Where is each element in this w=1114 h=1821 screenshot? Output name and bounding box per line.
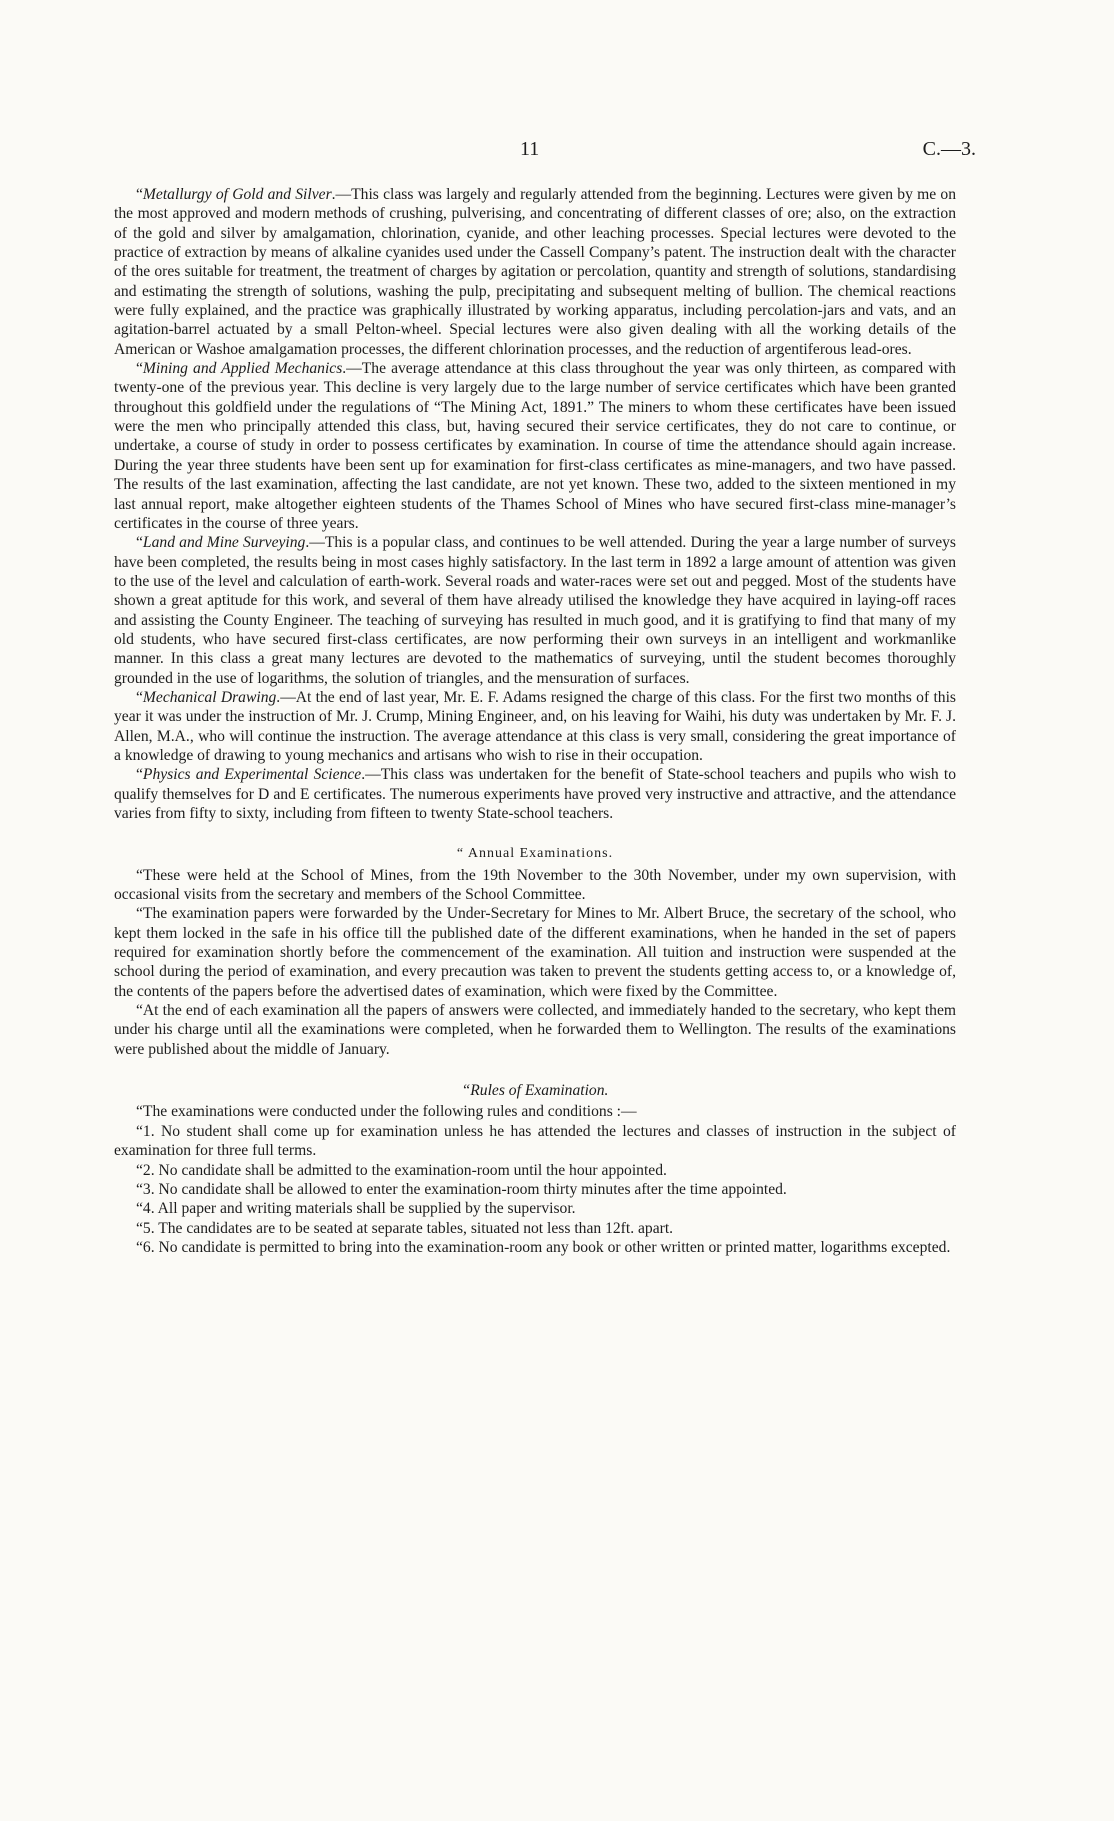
- page-body: [114, 185, 956, 1257]
- paragraph-drawing: [114, 688, 956, 765]
- section-heading-rules: “Rules of Examination.: [461, 1082, 609, 1100]
- paragraph-annual-2: “The examination papers were forwarded by the Under-Secretary for Mines to Mr. Albert Bruce, the secretary of the school, who kept them locked in the safe in his office till the published date of the different examinations, when he handed in the set of papers required for examination shortly before the commencement of the examination. All tuition and instruction were suspended at the school during the period of examination, and every precaution was taken to prevent the students getting access to, or a knowledge of, the contents of the papers before the advertised dates of examination, which were fixed by the Committee.: [114, 905, 956, 1000]
- quote-mark: “: [136, 688, 143, 706]
- paragraph-text: .—At the end of last year, Mr. E. F. Adams resigned the charge of this class. For the first two months of this year it was under the instruction of Mr. J. Crump, Mining Engineer, and, on his leaving for Waihi, his duty was undertaken by Mr. F. J. Allen, M.A., who will continue the instruction. The average attendance at this class is very small, considering the great importance of a knowledge of drawing to young mechanics and artisans who wish to rise in their occupation.: [114, 688, 956, 764]
- paragraph-text: .—The average attendance at this class throughout the year was only thirteen, as compared with twenty-one of the previous year. This decline is very largely due to the large number of service certificates which have been granted throughout this goldfield under the regulations of “The Mining Act, 1891.” The miners to whom these certificates have been issued were the men who principally attended this class, but, having secured their service certificates, they do not care to continue, or undertake, a course of study in order to possess certificates by examination. In course of time the attendance should again increase. During the year three students have been sent up for examination for first-class certificates as mine-managers, and two have passed. The results of the last examination, affecting the last candidate, are not yet known. These two, added to the sixteen mentioned in my last annual report, make altogether eighteen students of the Thames School of Mines who have secured first-class mine-manager’s certificates in the course of three years.: [114, 360, 956, 532]
- paragraph-text: .—This is a popular class, and continues to be well attended. During the year a large number of surveys have been completed, the results being in most cases highly satisfactory. In the last term in 1892 a large amount of attention was given to the use of the level and calculation of earth-work. Several roads and water-races were set out and pegged. Most of the students have shown a great aptitude for this work, and several of them have already utilised the knowledge they have acquired in laying-off races and assisting the County Engineer. The teaching of surveying has resulted in much good, and it is gratifying to find that many of my old students, who have secured first-class certificates, are now performing their own surveys in an intelligent and workmanlike manner. In this class a great many lectures are devoted to the mathematics of surveying, until the student becomes thoroughly grounded in the use of logarithms, the solution of triangles, and the mensuration of surfaces.: [114, 534, 956, 687]
- quote-mark: “: [136, 534, 143, 552]
- paragraph-text: .—This class was largely and regularly attended from the beginning. Lectures were given by me on the most approved and modern methods of crushing, pulverising, and concentrating of different classes of ore; also, on the extraction of the gold and silver by amalgamation, chlorination, cyanide, and other leaching processes. Special lectures were devoted to the practice of extraction by means of alkaline cyanides used under the Cassell Company’s patent. The instruction dealt with the character of the ores suitable for treatment, the treatment of charges by agitation or percolation, quantity and strength of solutions, standardising and estimating the strength of solutions, washing the pulp, precipitating and subsequent melting of bullion. The chemical reactions were fully explained, and the practice was graphically illustrated by working apparatus, including percolation-jars and vats, and an agitation-barrel actuated by a small Pelton-wheel. Special lectures were also given dealing with all the working details of the American or Washoe amalgamation processes, the different chlorination processes, and the reduction of argentiferous lead-ores.: [114, 186, 956, 358]
- quote-mark: “: [136, 186, 143, 203]
- rule-item: “4. All paper and writing materials shall be supplied by the supervisor.: [136, 1200, 576, 1218]
- rule-item: “1. No student shall come up for examination unless he has attended the lectures and classes of instruction in the subject of examination for three full terms.: [114, 1122, 956, 1160]
- class-title: Mining and Applied Mechanics: [142, 360, 343, 378]
- paragraph-text: .—This class was undertaken for the benefit of State-school teachers and pupils who wish to qualify themselves for D and E certificates. The numerous experiments have proved very instructive and attractive, and the attendance varies from fifty to sixty, including from fifteen to twenty State-school teachers.: [114, 766, 956, 822]
- paragraph-annual-3: “At the end of each examination all the papers of answers were collected, and immediately handed to the secretary, who kept them under his charge until all the examinations were completed, when he forwarded them to Wellington. The results of the examinations were published about the middle of January.: [114, 1002, 956, 1058]
- paragraph-physics: [114, 765, 956, 823]
- class-title: Physics and Experimental Science: [142, 766, 362, 784]
- class-title: Mechanical Drawing: [142, 688, 277, 706]
- paragraph-mining: [114, 359, 956, 533]
- quote-mark: “: [136, 766, 143, 784]
- paragraph-annual-1: “These were held at the School of Mines, from the 19th November to the 30th November, under my own supervision, with occasional visits from the secretary and members of the School Committee.: [114, 866, 956, 904]
- page-number: 11: [520, 138, 540, 160]
- rule-item: “6. No candidate is permitted to bring into the examination-room any book or other written or printed matter, logarithms excepted.: [136, 1238, 951, 1256]
- class-title: Land and Mine Surveying: [142, 534, 306, 552]
- quote-mark: “: [136, 360, 143, 378]
- paragraph-surveying: [114, 533, 956, 688]
- class-title: Metallurgy of Gold and Silver: [142, 186, 332, 203]
- rules-intro: “The examinations were conducted under the following rules and conditions :—: [136, 1103, 637, 1121]
- rule-item: “2. No candidate shall be admitted to the examination-room until the hour appointed.: [136, 1161, 667, 1179]
- page-header: [0, 138, 1114, 164]
- section-heading-annual-examinations: “ Annual Examinations.: [456, 846, 614, 862]
- rule-item: “3. No candidate shall be allowed to enter the examination-room thirty minutes after the time appointed.: [136, 1180, 787, 1198]
- paragraph-metallurgy: [114, 185, 956, 359]
- series-code: C.—3.: [922, 138, 976, 160]
- rule-item: “5. The candidates are to be seated at separate tables, situated not less than 12ft. apart.: [136, 1219, 674, 1237]
